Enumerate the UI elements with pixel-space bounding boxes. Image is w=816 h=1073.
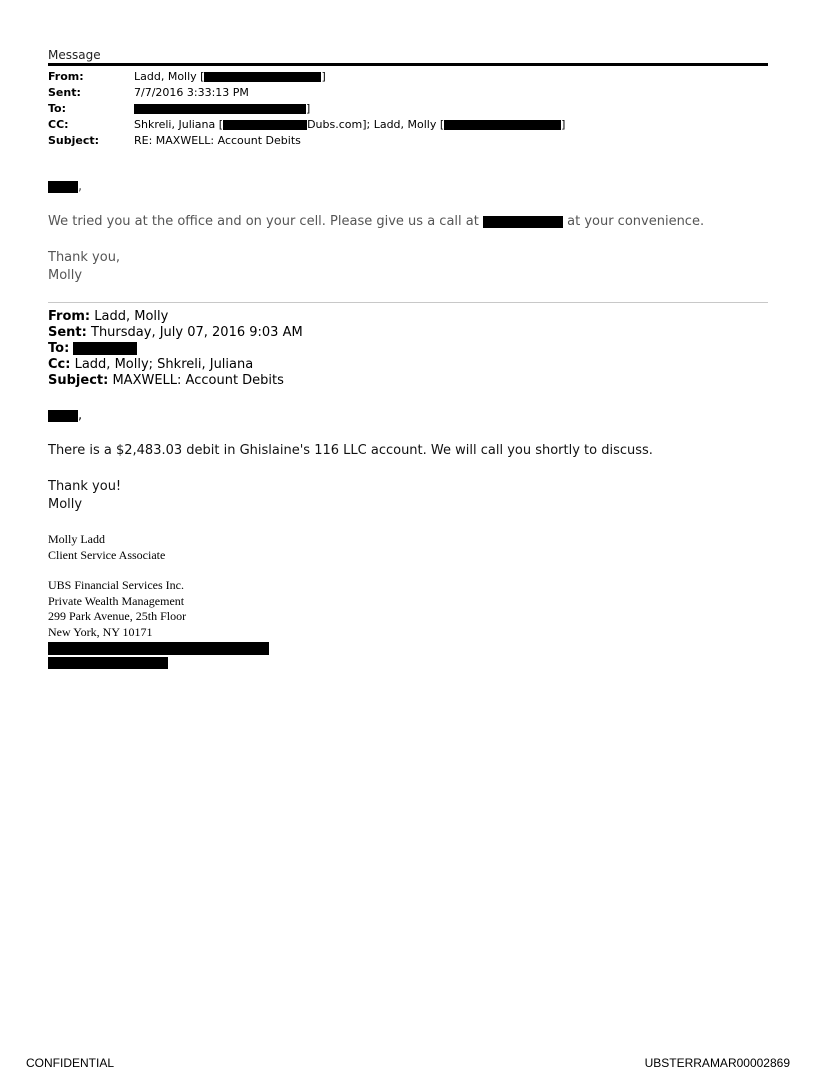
original-salutation: , [48,408,82,423]
cc-label: CC: [48,118,69,131]
fwd-from-label: From: [48,309,91,324]
original-closing: Thank you! [48,479,122,494]
signature-block [48,532,186,640]
sent-value: 7/7/2016 3:33:13 PM [134,86,249,99]
signature-name: Molly Ladd [48,532,105,546]
message-divider [48,302,768,303]
cc-value-1: Shkreli, Juliana [ [134,118,224,131]
reply-salutation: , [48,179,82,194]
header-to-row [48,101,310,116]
signature-address-2: New York, NY 10171 [48,624,153,639]
cc-close: ] [561,118,566,131]
fwd-cc-label: Cc: [48,357,71,372]
header-subject-row [48,133,301,148]
fwd-subject-value: MAXWELL: Account Debits [112,373,284,388]
redaction-block [444,120,561,130]
redaction-block [48,181,78,193]
header-rule [48,63,768,66]
redaction-block [134,104,306,114]
sent-label: Sent: [48,86,81,99]
subject-value: RE: MAXWELL: Account Debits [134,134,301,147]
confidential-footer: CONFIDENTIAL [26,1056,115,1070]
original-signer: Molly [48,497,83,512]
to-close: ] [306,102,311,115]
fwd-subject-label: Subject: [48,373,109,388]
to-label: To: [48,102,66,115]
from-label: From: [48,70,84,83]
forwarded-sent-row [48,325,303,341]
redaction-block [48,642,269,655]
header-sent-row [48,85,249,100]
reply-body: We tried you at the office and on your cell. Please give us a call at at your convenience. [48,214,705,229]
forwarded-cc-row [48,357,253,373]
forwarded-from-row [48,309,168,325]
fwd-from-value: Ladd, Molly [94,309,169,324]
reply-signer: Molly [48,268,83,283]
header-from-row [48,69,326,84]
subject-label: Subject: [48,134,100,147]
redaction-block [204,72,321,82]
fwd-sent-label: Sent: [48,325,87,340]
signature-company: UBS Financial Services Inc. [48,578,184,592]
fwd-sent-value: Thursday, July 07, 2016 9:03 AM [91,325,303,340]
redaction-block [48,410,78,422]
redaction-block [483,216,563,228]
from-value: Ladd, Molly [ [134,70,205,83]
signature-title: Client Service Associate [48,547,166,562]
fwd-cc-value: Ladd, Molly; Shkreli, Juliana [74,357,254,372]
reply-closing: Thank you, [48,250,121,265]
signature-division: Private Wealth Management [48,593,185,608]
forwarded-to-row [48,341,137,357]
redaction-block [73,342,137,355]
forwarded-subject-row [48,373,284,389]
fwd-to-label: To: [48,341,70,356]
original-body: There is a $2,483.03 debit in Ghislaine's 116 LLC account. We will call you shortly to discuss. [48,443,653,458]
redaction-block [48,657,168,669]
bates-number: UBSTERRAMAR00002869 [644,1056,790,1070]
message-title: Message [48,48,101,62]
from-close: ] [321,70,326,83]
signature-address-1: 299 Park Avenue, 25th Floor [48,609,187,623]
redaction-block [223,120,307,130]
header-cc-row [48,117,565,132]
cc-value-2: Dubs.com]; Ladd, Molly [ [307,118,445,131]
